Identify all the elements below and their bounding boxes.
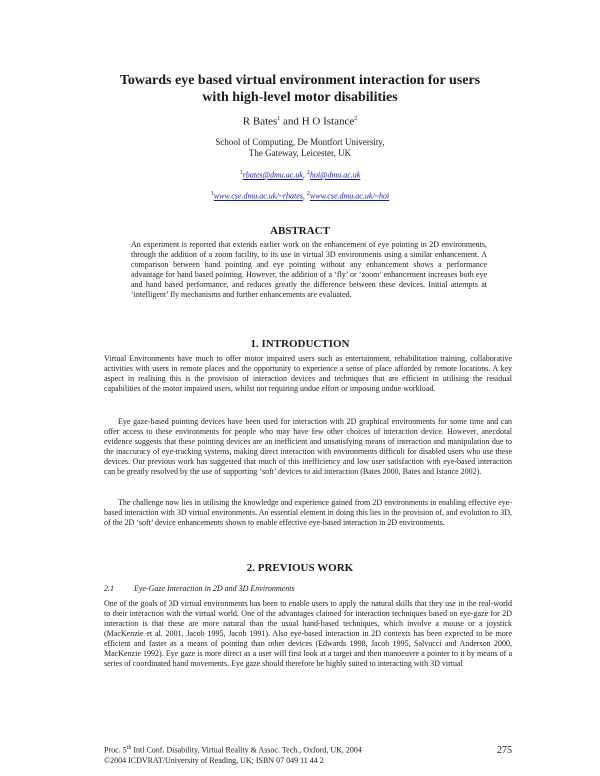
abstract-text: An experiment is reported that extends earlier work on the enhancement of eye pointing in 2D environments, through the addition of a zoom facility, to its use in virtual 3D environments using a similar enhancement. A comparison between hand pointing and eye pointing without any enhancement shows a performance advantage for hand based pointing. However, the addition of a ‘fly’ or ‘zoom’ enhancement increases both eye and hand based performance, and reduces greatly the difference between these devices. Initial attempts at ‘intelligent’ fly mechanisms and further enhancements are evaluated. [131,240,487,299]
url-2-sup: 2 [306,191,310,197]
author-and: and [283,115,299,128]
title-line-2: with high-level motor disabilities [202,90,398,105]
url-1-sup: 1 [210,191,214,197]
subsection-number: 2.1 [104,584,114,593]
section-1-heading: 1. INTRODUCTION [250,338,350,350]
footer-line-2: ©2004 ICDVRAT/University of Reading, UK; ISBN 07 049 11 44 2 [104,755,324,765]
footer-line-1-sup: th [126,745,132,751]
footer-line-1-post: Intl Conf. Disability, Virtual Reality & Assoc. Tech., Oxford, UK, 2004 [131,745,362,755]
email-1-sup: 1 [239,170,243,176]
intro-paragraph-2: Eye gaze-based pointing devices have been used for interaction with 2D graphical environments for some time and can offer access to these environments for people who may have few other choices of interaction device. However, anecdotal evidence suggests that these pointing devices are an inefficient and unsatisfying means of interaction and manipulation due to the inaccuracy of eye-tracking systems, making direct interaction with environments difficult for disabled users who use these devices. Our previous work has suggested that much of this inefficiency and low user satisfaction with eye-based interaction can be greatly resolved by the use of supporting ‘soft’ devices to aid interaction (Bates 2000, Bates and Istance 2002). [104,417,512,476]
intro-paragraph-3: The challenge now lies in utilising the knowledge and experience gained from 2D environments in enabling effective eye-based interaction with 3D virtual environments. An essential element in doing this lies in the provision of, and evolution to 3D, of the 2D ‘soft’ device enhancements shown to enable effective eye-based interaction in 2D environments. [104,498,512,527]
paper-title [100,72,500,106]
author-1-sup: 1 [277,116,281,122]
email-link-2[interactable]: hoi@dmu.ac.uk [309,170,361,180]
author-1: R Bates [242,115,278,128]
subsection-title: Eye-Gaze Interaction in 2D and 3D Environments [134,584,295,593]
affiliation-line-2: The Gateway, Leicester, UK [248,148,352,158]
email-link-1[interactable]: rbates@dmu.ac.uk [242,170,303,180]
footer-citation [104,743,444,766]
author-2: H O Istance [301,115,355,128]
subsection-heading [104,584,512,593]
footer-line-1 [104,743,444,756]
url-link-1[interactable]: www.cse.dmu.ac.uk/~rbates [213,191,303,201]
previous-work-paragraph-1: One of the goals of 3D virtual environments has been to enable users to apply the natural skills that they use in the real-world to their interaction with the virtual world. One of the advantages claimed for interaction techniques based on eye-gaze for 2D interaction is that these are more natural than the usual hand-based techniques, which involve a mouse or a joystick (MacKenzie et al. 2001, Jacob 1995, Jacob 1991). Also eye-based interaction in 2D contexts has been expected to be more efficient and faster as a means of pointing than other devices (Edwards 1998, Jacob 1995, Salvucci and Anderson 2000, MacKenzie 1992). Eye gaze is more direct as a user will first look at a target and then manoeuvre a pointer to it by means of a series of coordinated hand movements. Eye gaze should therefore be highly suited to interacting with 3D virtual [104,599,512,668]
footer-line-1-pre: Proc. 5 [104,745,127,755]
url-line: $^1$www.cse.dmu.ac.uk/~rbates, $^2$www.cse.dmu.ac.uk/~hoi [210,191,390,201]
abstract-heading: ABSTRACT [270,225,330,237]
author-line [100,113,500,129]
section-2-heading: 2. PREVIOUS WORK [246,562,354,574]
page-number: 275 [497,745,512,756]
email-2-sup: 2 [306,170,310,176]
title-line-1: Towards eye based virtual environment interaction for users [119,73,481,88]
affiliation-line-1: School of Computing, De Montfort University, [215,137,385,147]
email-line: $^1$rbates@dmu.ac.uk, $^2$hoi@dmu.ac.uk [239,170,361,180]
url-link-2[interactable]: www.cse.dmu.ac.uk/~hoi [309,191,390,201]
intro-paragraph-1: Virtual Environments have much to offer motor impaired users such as entertainment, rehabilitation training, collaborative activities with users in remote places and the opportunity to experience a sense of place afforded by remote locations. A key aspect in realising this is the provision of interaction devices and techniques that are efficient in utilising the residual capabilities of the motor impaired users, whilst not requiring undue effort or imposing undue workload. [104,354,512,393]
affiliation [100,137,500,159]
author-2-sup: 2 [354,116,358,122]
